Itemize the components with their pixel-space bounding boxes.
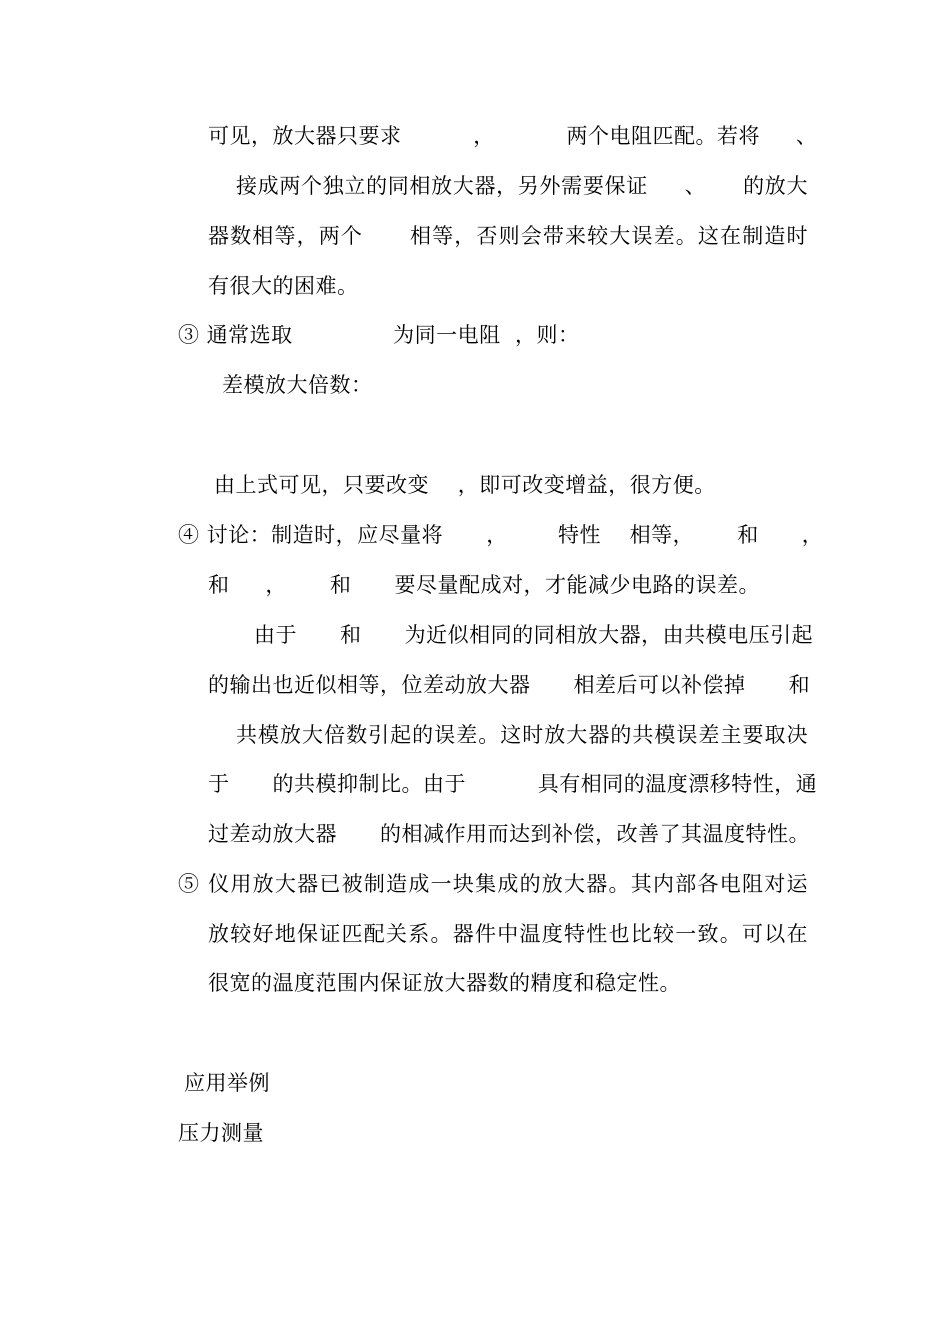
text-line-17: 很宽的温度范围内保证放大器数的精度和稳定性。 — [208, 971, 681, 995]
text-line-4: 有很大的困难。 — [208, 274, 359, 298]
text-line-12: 共模放大倍数引起的误差。这时放大器的共模误差主要取决 — [236, 723, 808, 747]
text-line-1: 可见，放大器只要求 ， 两个电阻匹配。若将 、 — [208, 124, 818, 148]
list-item-5: ⑤ 仪用放大器已被制造成一块集成的放大器。其内部各电阻对运 — [178, 872, 808, 896]
text-line-16: 放较好地保证匹配关系。器件中温度特性也比较一致。可以在 — [208, 922, 808, 946]
text-line-2: 接成两个独立的同相放大器，另外需要保证 、 的放大 — [236, 174, 808, 198]
heading-pressure-measurement: 压力测量 — [178, 1121, 264, 1145]
text-line-10: 由于 和 为近似相同的同相放大器，由共模电压引起 — [254, 623, 814, 647]
text-line-gain-change: 由上式可见，只要改变 ，即可改变增益，很方便。 — [214, 473, 716, 497]
text-line-diff-gain: 差模放大倍数： — [222, 373, 373, 397]
text-line-13: 于 的共模抑制比。由于 具有相同的温度漂移特性，通 — [208, 772, 818, 796]
text-line-11: 的输出也近似相等，位差动放大器 相差后可以补偿掉 和 — [208, 673, 811, 697]
list-item-4: ④ 讨论：制造时，应尽量将 ， 特性 相等， 和 ， — [178, 523, 824, 547]
text-line-3: 器数相等，两个 相等，否则会带来较大误差。这在制造时 — [208, 224, 808, 248]
heading-application-examples: 应用举例 — [184, 1071, 270, 1095]
text-line-14: 过差动放大器 的相减作用而达到补偿，改善了其温度特性。 — [208, 822, 811, 846]
list-item-3: ③ 通常选取 为同一电阻 ，则： — [178, 323, 580, 347]
text-line-9: 和 ， 和 要尽量配成对，才能减少电路的误差。 — [208, 573, 760, 597]
